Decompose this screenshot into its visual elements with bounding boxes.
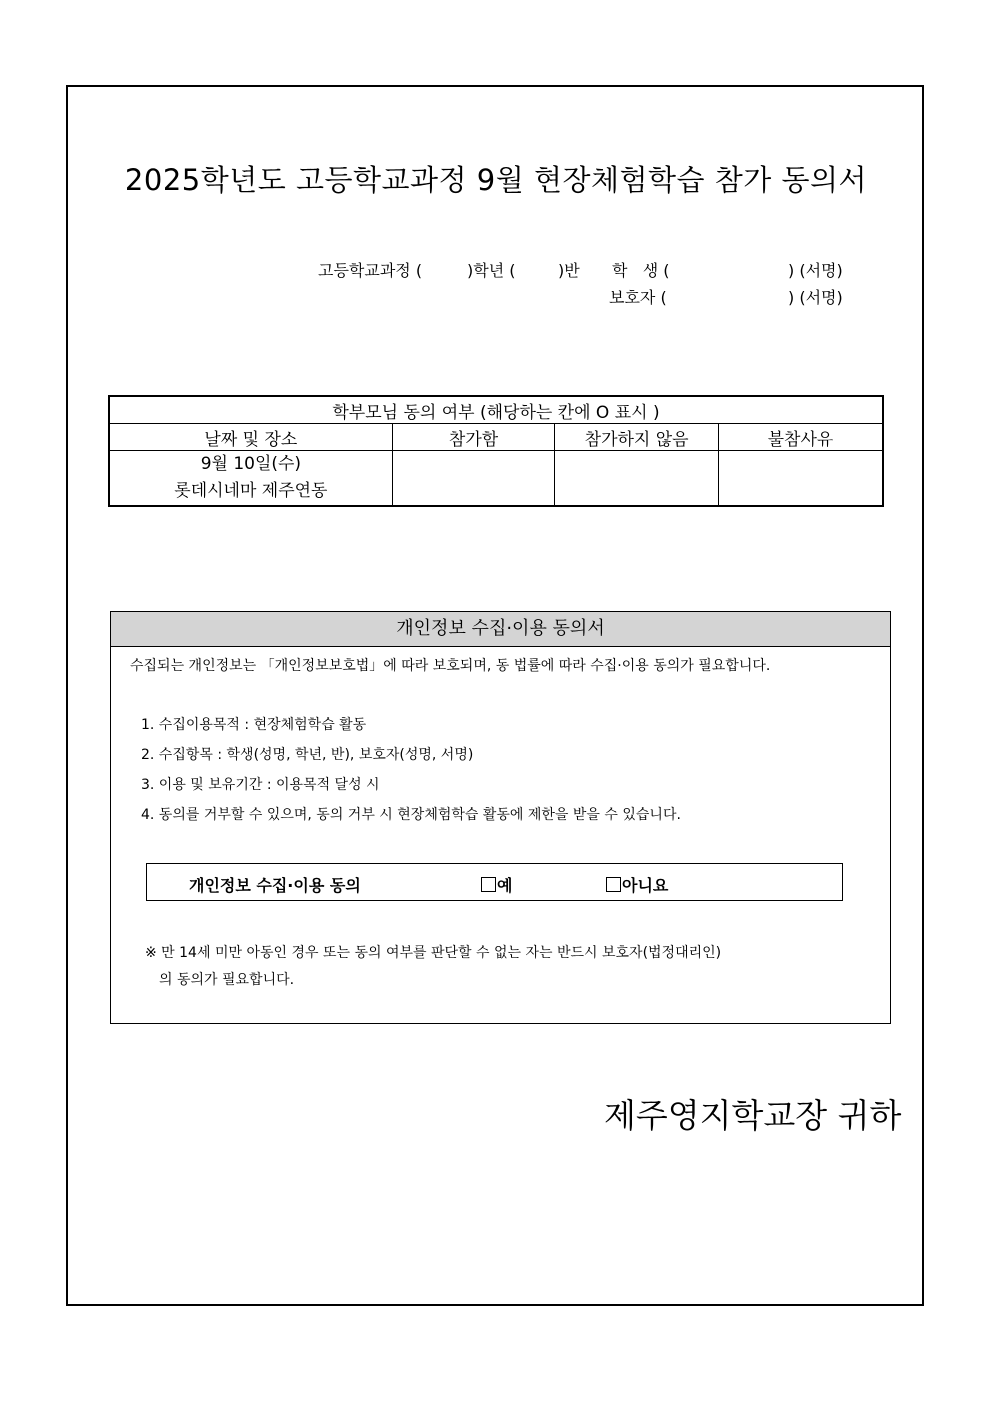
column-attend: 참가함 [392,424,555,451]
attend-cell[interactable] [392,451,555,507]
checkbox-icon[interactable] [606,877,621,892]
absence-reason-cell[interactable] [718,451,883,507]
privacy-agree-label: 개인정보 수집·이용 동의 [189,876,361,895]
privacy-consent-box [110,611,891,1024]
privacy-item-purpose: 1. 수집이용목적 : 현장체험학습 활동 [141,717,367,733]
event-place: 롯데시네마 제주연동 [174,481,328,501]
guardian-note-line2: 의 동의가 필요합니다. [159,972,295,988]
privacy-intro: 수집되는 개인정보는 「개인정보보호법」에 따라 보호되며, 동 법률에 따라 수집·이용 동의가 필요합니다. [130,658,771,674]
privacy-item-retention: 3. 이용 및 보유기간 : 이용목적 달성 시 [141,777,380,793]
agree-yes-option[interactable] [481,873,512,896]
column-not-attend: 참가하지 않음 [555,424,719,451]
privacy-title: 개인정보 수집·이용 동의서 [111,612,890,647]
privacy-item-refusal: 4. 동의를 거부할 수 있으며, 동의 거부 시 현장체험학습 활동에 제한을 받을 수 있습니다. [141,807,681,823]
agree-yes-label: 예 [497,876,513,895]
guardian-note-line1: ※ 만 14세 미만 아동인 경우 또는 동의 여부를 판단할 수 없는 자는 반드시 보호자(법정대리인) [145,945,722,961]
student-sign-label: ) (서명) [788,261,843,280]
student-label: 학 생 ( [612,261,670,280]
column-date-place: 날짜 및 장소 [109,424,392,451]
not-attend-cell[interactable] [555,451,719,507]
column-absence-reason: 불참사유 [718,424,883,451]
privacy-agree-row [146,863,843,901]
school-course-label: 고등학교과정 ( [318,261,423,280]
guardian-label: 보호자 ( [609,288,667,307]
guardian-sign-label: ) (서명) [788,288,843,307]
consent-table [108,395,884,507]
addressee: 제주영지학교장 귀하 [604,1096,902,1135]
grade-label: )학년 ( [467,261,516,280]
consent-table-header: 학부모님 동의 여부 (해당하는 칸에 O 표시 ) [109,396,883,424]
agree-no-label: 아니요 [622,876,669,895]
checkbox-icon[interactable] [481,877,496,892]
event-date: 9월 10일(수) [200,454,302,474]
date-place-cell [109,451,392,507]
document-title: 2025학년도 고등학교과정 9월 현장체험학습 참가 동의서 [124,163,868,197]
agree-no-option[interactable] [606,873,668,896]
class-label: )반 [558,261,580,280]
privacy-item-fields: 2. 수집항목 : 학생(성명, 학년, 반), 보호자(성명, 서명) [141,747,474,763]
